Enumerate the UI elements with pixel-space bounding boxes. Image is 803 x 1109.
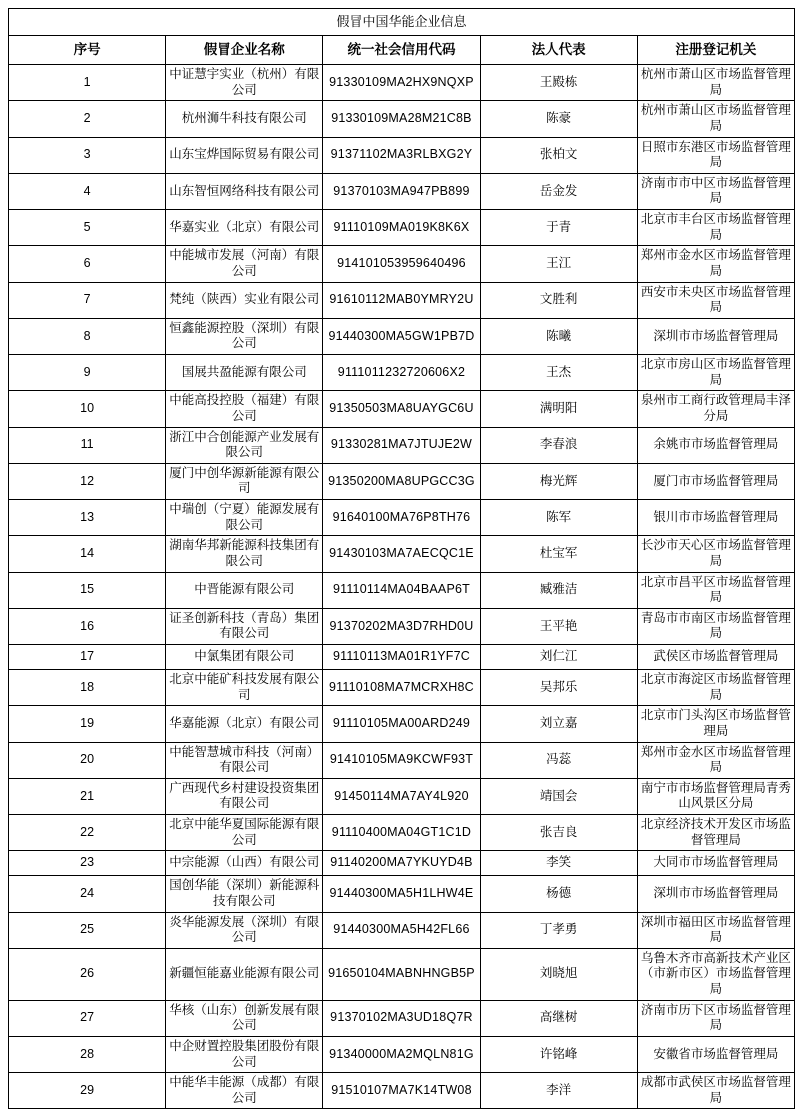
cell-credit-code: 91640100MA76P8TH76: [323, 500, 480, 536]
cell-legal-rep: 冯蕊: [480, 742, 637, 778]
cell-credit-code: 91110105MA00ARD249: [323, 706, 480, 742]
cell-index: 12: [9, 463, 166, 499]
cell-legal-rep: 于青: [480, 210, 637, 246]
cell-credit-code: 91350200MA8UPGCC3G: [323, 463, 480, 499]
cell-company-name: 恒鑫能源控股（深圳）有限公司: [166, 318, 323, 354]
cell-index: 4: [9, 173, 166, 209]
table-header-row: [9, 36, 795, 65]
cell-credit-code: 91650104MABNHNGB5P: [323, 948, 480, 1000]
cell-registration-authority: 郑州市金水区市场监督管理局: [637, 246, 794, 282]
table-body: [9, 9, 795, 1109]
cell-registration-authority: 武侯区市场监督管理局: [637, 645, 794, 670]
cell-company-name: 华核（山东）创新发展有限公司: [166, 1000, 323, 1036]
cell-registration-authority: 西安市未央区市场监督管理局: [637, 282, 794, 318]
cell-index: 11: [9, 427, 166, 463]
table-row: [9, 572, 795, 608]
cell-legal-rep: 王殿栋: [480, 65, 637, 101]
cell-credit-code: 91330109MA2HX9NQXP: [323, 65, 480, 101]
cell-index: 15: [9, 572, 166, 608]
table-row: [9, 742, 795, 778]
cell-legal-rep: 满明阳: [480, 391, 637, 427]
cell-legal-rep: 杜宝军: [480, 536, 637, 572]
cell-company-name: 炎华能源发展（深圳）有限公司: [166, 912, 323, 948]
cell-index: 6: [9, 246, 166, 282]
cell-company-name: 山东智恒网络科技有限公司: [166, 173, 323, 209]
table-row: [9, 778, 795, 814]
cell-credit-code: 91370202MA3D7RHD0U: [323, 608, 480, 644]
table-row: [9, 137, 795, 173]
cell-company-name: 中能高投控股（福建）有限公司: [166, 391, 323, 427]
cell-credit-code: 91330109MA28M21C8B: [323, 101, 480, 137]
cell-index: 29: [9, 1073, 166, 1109]
cell-credit-code: 91110109MA019K8K6X: [323, 210, 480, 246]
table-title-row: [9, 9, 795, 36]
cell-credit-code: 91610112MAB0YMRY2U: [323, 282, 480, 318]
cell-legal-rep: 陈豪: [480, 101, 637, 137]
table-row: [9, 706, 795, 742]
cell-registration-authority: 杭州市萧山区市场监督管理局: [637, 101, 794, 137]
table-row: [9, 246, 795, 282]
table-row: [9, 355, 795, 391]
cell-registration-authority: 北京市房山区市场监督管理局: [637, 355, 794, 391]
cell-legal-rep: 刘立嘉: [480, 706, 637, 742]
table-row: [9, 851, 795, 876]
column-header-registration-authority: 注册登记机关: [637, 36, 794, 65]
cell-registration-authority: 北京市昌平区市场监督管理局: [637, 572, 794, 608]
cell-credit-code: 91110113MA01R1YF7C: [323, 645, 480, 670]
column-header-company-name: 假冒企业名称: [166, 36, 323, 65]
cell-registration-authority: 杭州市萧山区市场监督管理局: [637, 65, 794, 101]
cell-index: 5: [9, 210, 166, 246]
cell-company-name: 中企财置控股集团股份有限公司: [166, 1036, 323, 1072]
cell-registration-authority: 余姚市市场监督管理局: [637, 427, 794, 463]
cell-company-name: 中能智慧城市科技（河南）有限公司: [166, 742, 323, 778]
cell-credit-code: 91330281MA7JTUJE2W: [323, 427, 480, 463]
table-row: [9, 282, 795, 318]
cell-registration-authority: 南宁市市场监督管理局青秀山风景区分局: [637, 778, 794, 814]
table-row: [9, 210, 795, 246]
cell-company-name: 中瑞创（宁夏）能源发展有限公司: [166, 500, 323, 536]
table-row: [9, 948, 795, 1000]
table-row: [9, 427, 795, 463]
table-row: [9, 500, 795, 536]
cell-registration-authority: 安徽省市场监督管理局: [637, 1036, 794, 1072]
cell-credit-code: 91430103MA7AECQC1E: [323, 536, 480, 572]
cell-legal-rep: 梅光辉: [480, 463, 637, 499]
cell-legal-rep: 张柏文: [480, 137, 637, 173]
table-row: [9, 1073, 795, 1109]
fake-company-info-table: [8, 8, 795, 1109]
cell-index: 27: [9, 1000, 166, 1036]
cell-credit-code: 914101053959640496: [323, 246, 480, 282]
cell-company-name: 湖南华邦新能源科技集团有限公司: [166, 536, 323, 572]
table-row: [9, 815, 795, 851]
cell-registration-authority: 泉州市工商行政管理局丰泽分局: [637, 391, 794, 427]
cell-company-name: 厦门中创华源新能源有限公司: [166, 463, 323, 499]
cell-credit-code: 91440300MA5H42FL66: [323, 912, 480, 948]
cell-legal-rep: 岳金发: [480, 173, 637, 209]
cell-legal-rep: 吴邦乐: [480, 670, 637, 706]
cell-company-name: 中宗能源（山西）有限公司: [166, 851, 323, 876]
cell-company-name: 浙江中合创能源产业发展有限公司: [166, 427, 323, 463]
cell-company-name: 北京中能矿科技发展有限公司: [166, 670, 323, 706]
cell-index: 19: [9, 706, 166, 742]
table-row: [9, 645, 795, 670]
cell-registration-authority: 北京市海淀区市场监督管理局: [637, 670, 794, 706]
table-row: [9, 463, 795, 499]
cell-company-name: 中晋能源有限公司: [166, 572, 323, 608]
cell-legal-rep: 杨德: [480, 876, 637, 912]
cell-registration-authority: 青岛市市南区市场监督管理局: [637, 608, 794, 644]
cell-index: 22: [9, 815, 166, 851]
cell-company-name: 证圣创新科技（青岛）集团有限公司: [166, 608, 323, 644]
cell-credit-code: 91370102MA3UD18Q7R: [323, 1000, 480, 1036]
cell-legal-rep: 李笑: [480, 851, 637, 876]
cell-company-name: 广西现代乡村建设投资集团有限公司: [166, 778, 323, 814]
cell-registration-authority: 济南市市中区市场监督管理局: [637, 173, 794, 209]
cell-credit-code: 91110108MA7MCRXH8C: [323, 670, 480, 706]
cell-index: 24: [9, 876, 166, 912]
table-row: [9, 912, 795, 948]
cell-company-name: 国创华能（深圳）新能源科技有限公司: [166, 876, 323, 912]
cell-legal-rep: 王江: [480, 246, 637, 282]
cell-registration-authority: 北京市丰台区市场监督管理局: [637, 210, 794, 246]
cell-index: 18: [9, 670, 166, 706]
cell-legal-rep: 王杰: [480, 355, 637, 391]
cell-company-name: 中能城市发展（河南）有限公司: [166, 246, 323, 282]
cell-credit-code: 91340000MA2MQLN81G: [323, 1036, 480, 1072]
cell-company-name: 中证慧宇实业（杭州）有限公司: [166, 65, 323, 101]
cell-index: 17: [9, 645, 166, 670]
table-row: [9, 318, 795, 354]
cell-credit-code: 91371102MA3RLBXG2Y: [323, 137, 480, 173]
cell-index: 10: [9, 391, 166, 427]
cell-index: 7: [9, 282, 166, 318]
cell-index: 1: [9, 65, 166, 101]
cell-credit-code: 91410105MA9KCWF93T: [323, 742, 480, 778]
table-row: [9, 536, 795, 572]
cell-credit-code: 91450114MA7AY4L920: [323, 778, 480, 814]
cell-registration-authority: 郑州市金水区市场监督管理局: [637, 742, 794, 778]
cell-index: 23: [9, 851, 166, 876]
cell-credit-code: 91140200MA7YKUYD4B: [323, 851, 480, 876]
cell-index: 28: [9, 1036, 166, 1072]
cell-credit-code: 91440300MA5H1LHW4E: [323, 876, 480, 912]
cell-credit-code: 91350503MA8UAYGC6U: [323, 391, 480, 427]
cell-company-name: 华嘉实业（北京）有限公司: [166, 210, 323, 246]
cell-legal-rep: 刘仁江: [480, 645, 637, 670]
cell-company-name: 国展共盈能源有限公司: [166, 355, 323, 391]
cell-company-name: 华嘉能源（北京）有限公司: [166, 706, 323, 742]
cell-legal-rep: 李洋: [480, 1073, 637, 1109]
table-row: [9, 1000, 795, 1036]
table-row: [9, 173, 795, 209]
table-row: [9, 670, 795, 706]
cell-index: 26: [9, 948, 166, 1000]
cell-credit-code: 91370103MA947PB899: [323, 173, 480, 209]
cell-registration-authority: 乌鲁木齐市高新技术产业区（市新市区）市场监督管理局: [637, 948, 794, 1000]
cell-credit-code: 91510107MA7K14TW08: [323, 1073, 480, 1109]
column-header-credit-code: 统一社会信用代码: [323, 36, 480, 65]
table-row: [9, 876, 795, 912]
cell-legal-rep: 陈曦: [480, 318, 637, 354]
cell-company-name: 山东宝烨国际贸易有限公司: [166, 137, 323, 173]
cell-registration-authority: 深圳市市场监督管理局: [637, 318, 794, 354]
table-row: [9, 608, 795, 644]
table-row: [9, 1036, 795, 1072]
cell-credit-code: 9111011232720606X2: [323, 355, 480, 391]
cell-company-name: 中能华丰能源（成都）有限公司: [166, 1073, 323, 1109]
cell-credit-code: 91110114MA04BAAP6T: [323, 572, 480, 608]
cell-index: 2: [9, 101, 166, 137]
cell-registration-authority: 大同市市场监督管理局: [637, 851, 794, 876]
cell-registration-authority: 深圳市市场监督管理局: [637, 876, 794, 912]
cell-index: 25: [9, 912, 166, 948]
cell-registration-authority: 长沙市天心区市场监督管理局: [637, 536, 794, 572]
cell-registration-authority: 厦门市市场监督管理局: [637, 463, 794, 499]
cell-legal-rep: 王平艳: [480, 608, 637, 644]
column-header-index: 序号: [9, 36, 166, 65]
cell-company-name: 梵纯（陕西）实业有限公司: [166, 282, 323, 318]
cell-legal-rep: 张吉良: [480, 815, 637, 851]
document-title: 假冒中国华能企业信息: [9, 9, 795, 36]
cell-legal-rep: 陈军: [480, 500, 637, 536]
cell-legal-rep: 臧雅洁: [480, 572, 637, 608]
cell-company-name: 杭州浉牛科技有限公司: [166, 101, 323, 137]
cell-index: 20: [9, 742, 166, 778]
cell-index: 21: [9, 778, 166, 814]
cell-registration-authority: 深圳市福田区市场监督管理局: [637, 912, 794, 948]
table-row: [9, 65, 795, 101]
cell-company-name: 中氯集团有限公司: [166, 645, 323, 670]
cell-legal-rep: 靖国会: [480, 778, 637, 814]
cell-credit-code: 91440300MA5GW1PB7D: [323, 318, 480, 354]
table-row: [9, 101, 795, 137]
cell-company-name: 新疆恒能嘉业能源有限公司: [166, 948, 323, 1000]
cell-registration-authority: 日照市东港区市场监督管理局: [637, 137, 794, 173]
cell-registration-authority: 成都市武侯区市场监督管理局: [637, 1073, 794, 1109]
cell-legal-rep: 丁孝勇: [480, 912, 637, 948]
cell-credit-code: 91110400MA04GT1C1D: [323, 815, 480, 851]
table-row: [9, 391, 795, 427]
cell-index: 8: [9, 318, 166, 354]
cell-index: 16: [9, 608, 166, 644]
cell-index: 14: [9, 536, 166, 572]
cell-index: 9: [9, 355, 166, 391]
column-header-legal-rep: 法人代表: [480, 36, 637, 65]
cell-legal-rep: 高继树: [480, 1000, 637, 1036]
cell-legal-rep: 刘晓旭: [480, 948, 637, 1000]
cell-legal-rep: 文胜利: [480, 282, 637, 318]
cell-registration-authority: 北京经济技术开发区市场监督管理局: [637, 815, 794, 851]
cell-company-name: 北京中能华夏国际能源有限公司: [166, 815, 323, 851]
cell-legal-rep: 李春浪: [480, 427, 637, 463]
cell-legal-rep: 许铭峰: [480, 1036, 637, 1072]
cell-index: 3: [9, 137, 166, 173]
cell-registration-authority: 济南市历下区市场监督管理局: [637, 1000, 794, 1036]
cell-registration-authority: 北京市门头沟区市场监督管理局: [637, 706, 794, 742]
cell-index: 13: [9, 500, 166, 536]
cell-registration-authority: 银川市市场监督管理局: [637, 500, 794, 536]
